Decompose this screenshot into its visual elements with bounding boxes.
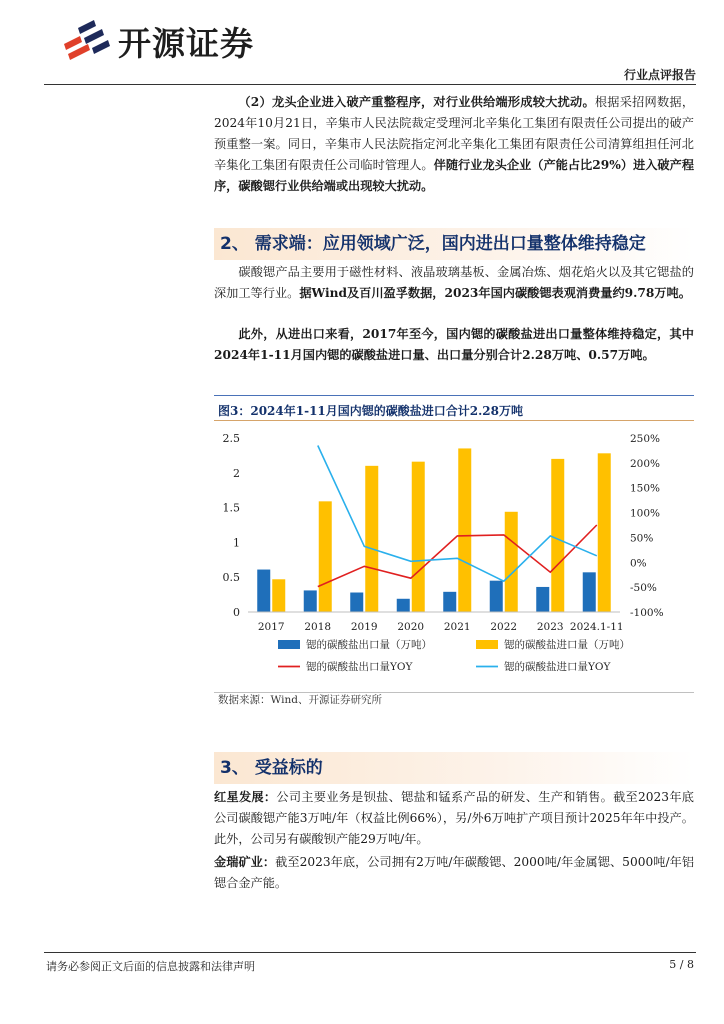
bar-import — [505, 512, 518, 612]
page-number: 5 / 8 — [669, 958, 694, 971]
paragraph-conclusion: 据Wind及百川盈孚数据，2023年国内碳酸锶表观消费量约9.78万吨。 — [299, 286, 691, 300]
bar-export — [583, 572, 596, 612]
left-tick-label: 1.5 — [222, 501, 240, 515]
x-tick-label: 2020 — [397, 621, 425, 633]
report-type-label: 行业点评报告 — [623, 68, 696, 82]
bar-import — [272, 579, 285, 612]
legend-swatch — [278, 640, 300, 649]
bar-import — [458, 448, 471, 612]
legend-label: 锶的碳酸盐出口量YOY — [306, 661, 413, 673]
bar-export — [304, 590, 317, 612]
figure-title-divider — [214, 420, 694, 421]
footer-disclaimer: 请务必参阅正文后面的信息披露和法律声明 — [46, 960, 255, 973]
left-tick-label: 2.5 — [222, 432, 240, 445]
bar-import — [412, 462, 425, 612]
x-tick-label: 2024.1-11 — [569, 621, 624, 633]
bar-import — [365, 466, 378, 612]
legend-label: 锶的碳酸盐进口量（万吨） — [504, 639, 630, 651]
paragraph-body: 公司主要业务是钡盐、锶盐和锰系产品的研发、生产和销售。截至2023年底公司碳酸锶产能3万吨/年（权益比例66%），另/外6万吨扩产项目预计2025年年中投产。此外，公司另有碳酸钡产能29万吨/年。 — [214, 790, 694, 846]
legend-label: 锶的碳酸盐进口量YOY — [504, 661, 611, 673]
right-tick-label: 150% — [630, 482, 661, 495]
figure-source: 数据来源：Wind、开源证券研究所 — [218, 694, 382, 706]
paragraph-hongxing — [214, 787, 694, 850]
right-tick-label: 0% — [630, 557, 647, 570]
paragraph-conclusion: 伴随行业龙头企业（产能占比29%）进入破产程序，碳酸锶行业供给端或出现较大扰动。 — [214, 158, 695, 193]
right-tick-label: 250% — [630, 433, 661, 445]
x-tick-label: 2021 — [443, 621, 471, 633]
right-tick-label: 200% — [630, 457, 661, 470]
bar-import — [319, 501, 332, 612]
brand-name: 开源证券 — [118, 24, 254, 63]
paragraph-supply-disruption — [214, 92, 694, 197]
brand-mark-icon — [58, 14, 116, 66]
paragraph-body: 截至2023年底，公司拥有2万吨/年碳酸锶、2000吨/年金属锶、5000吨/年铝锶合金产能。 — [214, 855, 695, 890]
figure-title: 图3：2024年1-11月国内锶的碳酸盐进口合计2.28万吨 — [218, 404, 524, 418]
bar-export — [443, 592, 456, 612]
right-tick-label: 100% — [630, 507, 661, 520]
bar-export — [257, 570, 270, 612]
right-tick-label: -100% — [630, 607, 664, 619]
paragraph-lead: （2）龙头企业进入破产重整程序，对行业供给端形成较大扰动。 — [238, 95, 595, 109]
bar-import — [551, 459, 564, 612]
bar-export — [350, 593, 363, 612]
chart-legend — [278, 638, 630, 673]
legend-swatch — [476, 640, 498, 649]
bar-export — [397, 599, 410, 612]
right-tick-label: -50% — [630, 582, 657, 595]
paragraph-demand-uses — [214, 262, 694, 304]
paragraph-import-export — [214, 324, 694, 366]
bar-import — [598, 453, 611, 612]
bar-export — [536, 587, 549, 612]
right-tick-label: 50% — [630, 532, 654, 545]
x-tick-label: 2018 — [304, 621, 332, 633]
left-tick-label: 1 — [233, 536, 240, 550]
x-tick-label: 2022 — [490, 621, 518, 633]
company-name: 金瑞矿业： — [214, 855, 276, 869]
left-tick-label: 0 — [233, 606, 240, 619]
legend-label: 锶的碳酸盐出口量（万吨） — [306, 639, 432, 651]
chart-axes — [223, 432, 664, 633]
header-divider — [44, 84, 696, 85]
paragraph-jinrui — [214, 852, 694, 894]
left-tick-label: 0.5 — [222, 571, 240, 585]
x-tick-label: 2017 — [257, 621, 285, 633]
left-tick-label: 2 — [233, 466, 240, 480]
chart-bars — [257, 448, 611, 612]
footer-divider — [44, 952, 696, 953]
section-title-beneficiaries: 3、 受益标的 — [220, 758, 323, 778]
company-name: 红星发展： — [214, 790, 277, 804]
x-tick-label: 2023 — [536, 621, 564, 633]
x-tick-label: 2019 — [350, 621, 378, 633]
section-title-demand: 2、 需求端：应用领域广泛，国内进出口量整体维持稳定 — [220, 234, 646, 254]
paragraph-body: 碳酸锶产品主要用于磁性材料、液晶玻璃基板、金属冶炼、烟花焰火以及其它锶盐的深加工等行业。 — [214, 265, 694, 300]
paragraph-body: 根据采招网数据，2024年10月21日，辛集市人民法院裁定受理河北辛集化工集团有限责任公司提出的破产预重整一案。同日，辛集市人民法院指定河北辛集化工集团有限责任公司清算组担任河北辛集化工集团有限责任公司临时管理人。 — [214, 95, 695, 172]
bar-export — [490, 581, 503, 612]
paragraph-bold: 此外，从进出口来看，2017年至今，国内锶的碳酸盐进出口量整体维持稳定，其中2024年1-11月国内锶的碳酸盐进口量、出口量分别合计2.28万吨、0.57万吨。 — [214, 327, 694, 362]
import-export-chart — [214, 424, 694, 690]
